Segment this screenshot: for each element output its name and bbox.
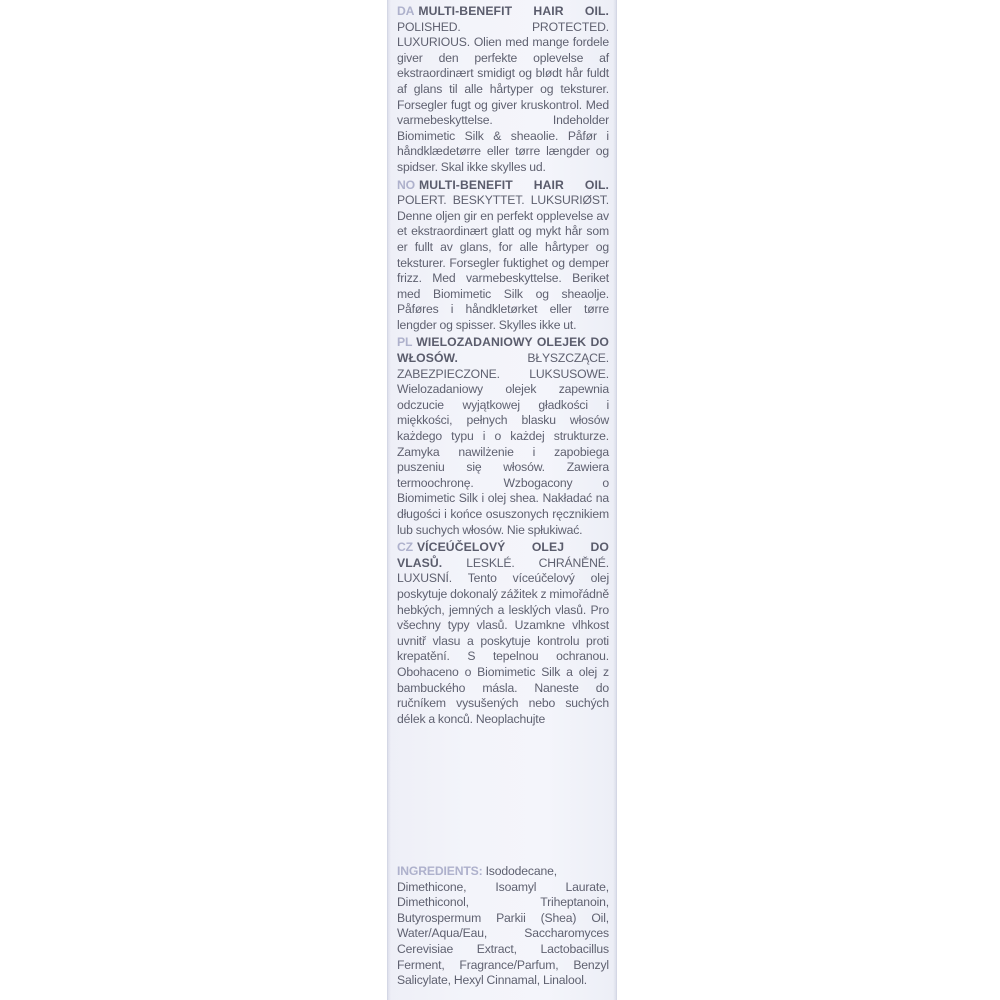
- section-heading: WIELOZADANIOWY OLEJEK DO WŁOSÓW.: [397, 335, 609, 366]
- section-da: [397, 4, 609, 176]
- ingredients-block: [397, 864, 609, 989]
- section-body: BŁYSZCZĄCE. ZABEZPIECZONE. LUKSUSOWE. Wielozadaniowy olejek zapewnia odczucie wyjątkowej gładkości i miękkości, pełnych blasku włosów każdego typu i o każdej strukturze. Zamyka nawilżenie i zapobiega puszeniu się włosów. Zawiera termoochronę. Wzbogacony o Biomimetic Silk i olej shea. Nakładać na długości i końce osuszonych ręcznikiem lub suchych włosów. Nie spłukiwać.: [397, 351, 609, 537]
- section-body: LESKLÉ. CHRÁNĚNÉ. LUXUSNÍ. Tento víceúčelový olej poskytuje dokonalý zážitek z mimořádně hebkých, jemných a lesklých vlasů. Pro všechny typy vlasů. Uzamkne vlhkost uvnitř vlasu a poskytuje kontrolu proti krepatění. S tepelnou ochranou. Obohaceno o Biomimetic Silk a olej z bambuckého másla. Naneste do ručníkem vysušených nebo suchých délek a konců. Neoplachujte: [397, 555, 610, 726]
- section-body: POLISHED. PROTECTED. LUXURIOUS. Olien med mange fordele giver den perfekte oplevelse af ekstraordinært smidigt og blødt hår fuldt af glans til alle hårtyper og teksturer. Forsegler fugt og giver kruskontrol. Med varmebeskyttelse. Indeholder Biomimetic Silk & sheaolie. Påfør i håndklædetørre eller tørre længder og spidser. Skal ikke skylles ud.: [397, 19, 609, 174]
- panel-edge-left: [387, 0, 391, 1000]
- language-code: NO: [397, 177, 415, 192]
- ingredients-text: Isododecane, Dimethicone, Isoamyl Laurate, Dimethiconol, Triheptanoin, Butyrospermum Parkii (Shea) Oil, Water/Aqua/Eau, Saccharomyces Cerevisiae Extract, Lactobacillus Ferment, Fragrance/Parfum, Benzyl Salicylate, Hexyl Cinnamal, Linalool.: [397, 864, 609, 988]
- section-heading: MULTI-BENEFIT HAIR OIL.: [418, 177, 609, 192]
- section-heading: VÍCEÚČELOVÝ OLEJ DO VLASŮ.: [397, 540, 609, 570]
- language-code: CZ: [397, 540, 413, 555]
- ingredients-label: INGREDIENTS:: [397, 864, 483, 878]
- language-code: DA: [397, 4, 415, 18]
- language-code: PL: [397, 335, 413, 350]
- section-heading: MULTI-BENEFIT HAIR OIL.: [418, 4, 609, 18]
- section-body: POLERT. BESKYTTET. LUKSURIØST. Denne oljen gir en perfekt opplevelse av et ekstraordinært glatt og mykt hår som er fullt av glans, for alle hårtyper og teksturer. Forsegler fuktighet og demper frizz. Med varmebeskyttelse. Beriket med Biomimetic Silk og sheaolje. Påføres i håndkletørket eller tørre lengder og spisser. Skylles ikke ut.: [397, 193, 609, 332]
- section-no: [397, 178, 609, 334]
- section-pl: [397, 335, 609, 538]
- panel-edge-right: [613, 0, 617, 1000]
- translations-block: [397, 4, 609, 729]
- section-cz: [397, 540, 609, 727]
